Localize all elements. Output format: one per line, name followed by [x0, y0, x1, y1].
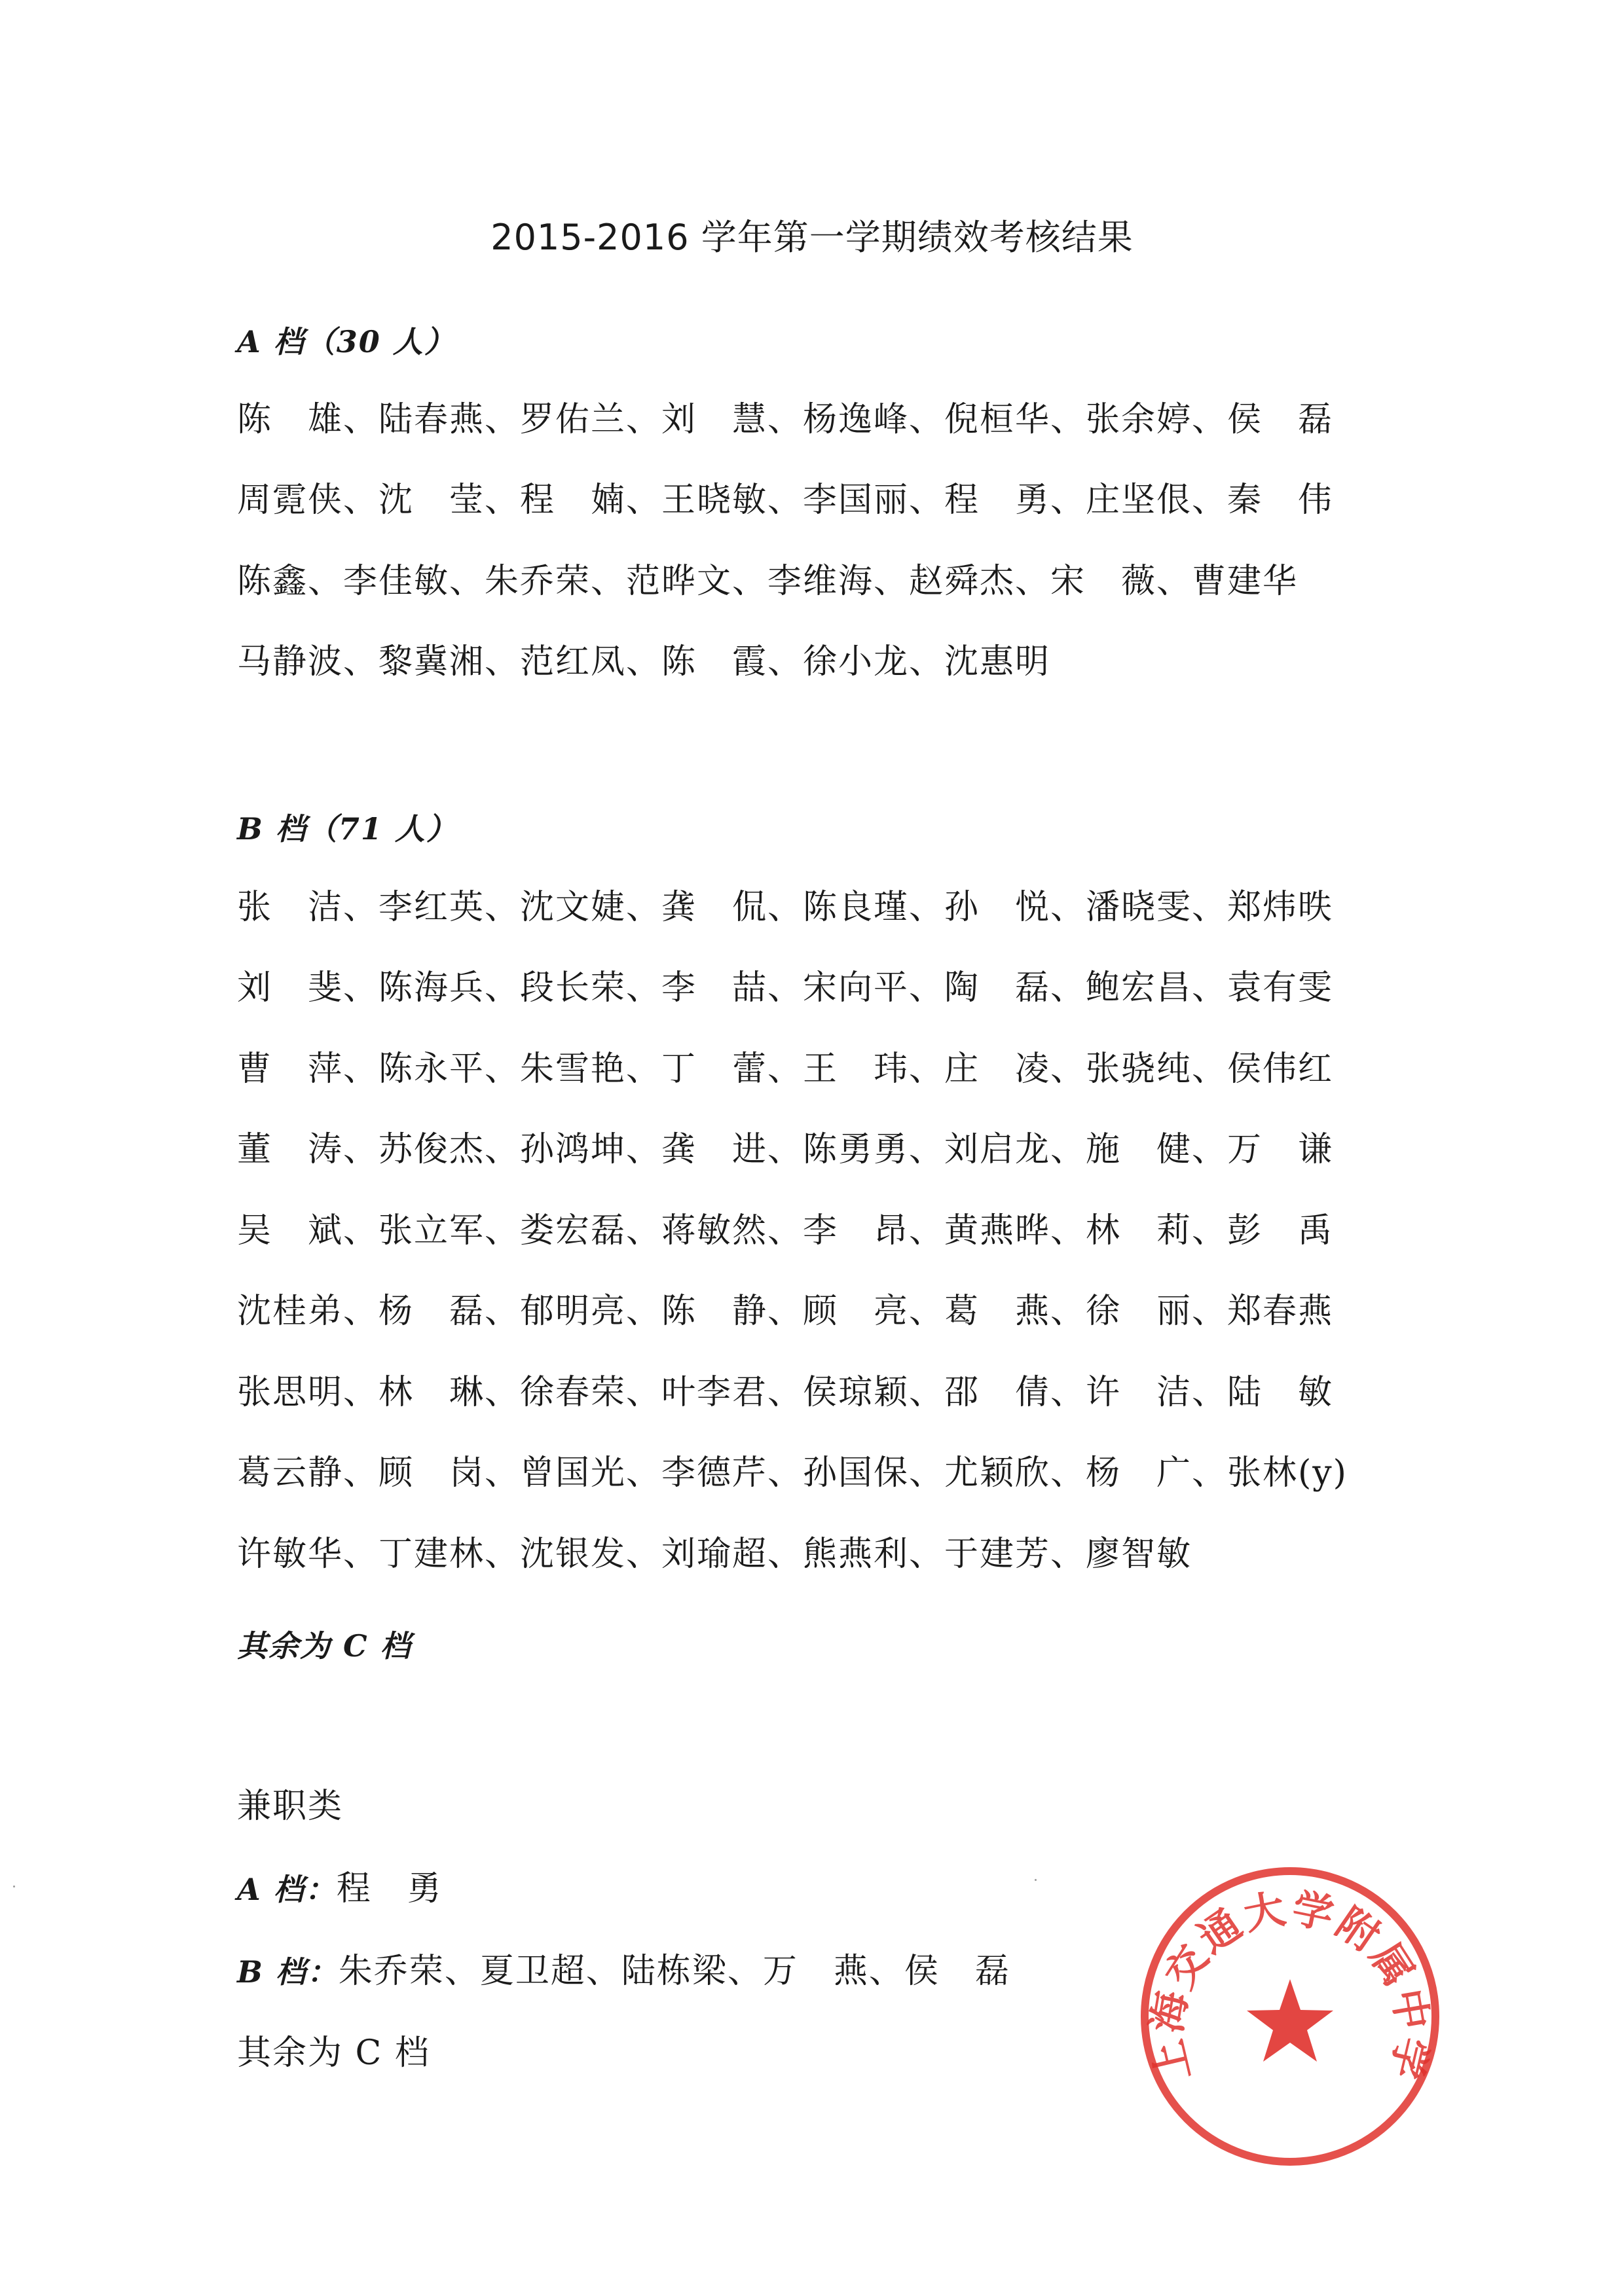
rest-c-note: 其余为 C 档 — [237, 1628, 412, 1664]
scan-speck — [13, 1886, 15, 1887]
section-b-line: 吴 斌、张立军、娄宏磊、蒋敏然、李 昂、黄燕晔、林 莉、彭 禹 — [237, 1211, 1334, 1250]
section-b-line: 刘 斐、陈海兵、段长荣、李 喆、宋向平、陶 磊、鲍宏昌、袁有雯 — [237, 968, 1334, 1008]
page-title: 2015-2016 学年第一学期绩效考核结果 — [490, 217, 1134, 258]
section-b-line: 曹 萍、陈永平、朱雪艳、丁 蕾、王 玮、庄 凌、张骁纯、侯伟红 — [237, 1049, 1334, 1089]
part-time-heading: 兼职类 — [237, 1787, 344, 1826]
seal-text: 上海交通大学附属中学 — [1142, 1884, 1438, 2086]
star-icon — [1247, 1979, 1333, 2062]
section-a-line: 周霓侠、沈 莹、程 婻、王晓敏、李国丽、程 勇、庄坚佷、秦 伟 — [237, 481, 1334, 520]
part-time-a-label: A 档： — [237, 1872, 337, 1907]
section-b-line: 沈桂弟、杨 磊、郁明亮、陈 静、顾 亮、葛 燕、徐 丽、郑春燕 — [237, 1292, 1334, 1331]
part-time-b-row — [237, 1943, 1010, 1992]
section-b-line: 张 洁、李红英、沈文婕、龚 侃、陈良瑾、孙 悦、潘晓雯、郑炜昳 — [237, 888, 1334, 927]
section-a-heading: A 档（30 人） — [237, 324, 456, 359]
official-seal — [1136, 1863, 1444, 2170]
part-time-b-label: B 档： — [237, 1954, 339, 1990]
part-time-rest: 其余为 C 档 — [237, 2033, 430, 2073]
section-b-heading: B 档（71 人） — [237, 811, 458, 847]
section-a-line: 陈 雄、陆春燕、罗佑兰、刘 慧、杨逸峰、倪桓华、张余婷、侯 磊 — [237, 400, 1334, 439]
section-b-line: 张思明、林 琳、徐春荣、叶李君、侯琼颖、邵 倩、许 洁、陆 敏 — [237, 1373, 1334, 1412]
section-a-line: 陈鑫、李佳敏、朱乔荣、范晔文、李维海、赵舜杰、宋 薇、曹建华 — [237, 562, 1299, 601]
section-b-line: 董 涛、苏俊杰、孙鸿坤、龚 进、陈勇勇、刘启龙、施 健、万 谦 — [237, 1130, 1334, 1169]
part-time-a-names: 程 勇 — [336, 1869, 443, 1908]
section-b-line: 葛云静、顾 岗、曾国光、李德芹、孙国保、尤颖欣、杨 广、张林(y) — [237, 1453, 1348, 1493]
part-time-b-names: 朱乔荣、夏卫超、陆栋梁、万 燕、侯 磊 — [338, 1952, 1010, 1991]
section-b-line: 许敏华、丁建林、沈银发、刘瑜超、熊燕利、于建芳、廖智敏 — [237, 1535, 1192, 1574]
part-time-a-row — [237, 1861, 443, 1910]
scan-speck — [1035, 1879, 1037, 1881]
section-a-line: 马静波、黎冀湘、范红凤、陈 霞、徐小龙、沈惠明 — [237, 642, 1051, 682]
